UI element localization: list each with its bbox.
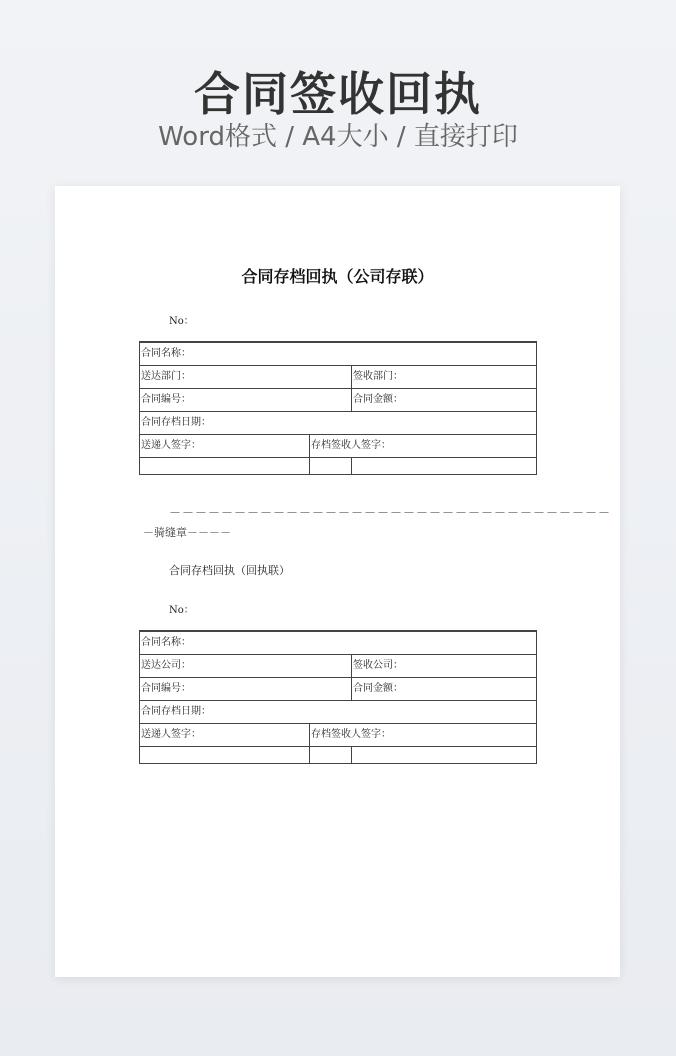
- company-copy-form: [139, 341, 537, 475]
- sender-signature-cell[interactable]: [140, 458, 310, 475]
- hero-title: 合同签收回执: [194, 67, 482, 121]
- send-company-field[interactable]: 送达公司：: [140, 655, 352, 678]
- archive-date-field[interactable]: 合同存档日期：: [140, 412, 537, 435]
- sender-signature-cell-2[interactable]: [140, 747, 310, 764]
- blank-cell-2[interactable]: [310, 747, 352, 764]
- sign-company-field[interactable]: 签收公司：: [352, 655, 537, 678]
- contract-name-field-2[interactable]: 合同名称：: [140, 631, 537, 655]
- sign-department-field[interactable]: 签收部门：: [352, 366, 537, 389]
- seal-line-label: －骑缝章－－－－: [143, 526, 231, 539]
- sender-signature-label: 送递人签字：: [140, 435, 310, 458]
- archive-date-field-2[interactable]: 合同存档日期：: [140, 701, 537, 724]
- tear-divider: －－－－－－－－－－－－－－－－－－－－－－－－－－－－－－－－－－: [169, 506, 612, 520]
- contract-number-field-2[interactable]: 合同编号：: [140, 678, 352, 701]
- blank-cell[interactable]: [310, 458, 352, 475]
- archiver-signature-label: 存档签收人签字：: [310, 435, 537, 458]
- contract-amount-field-2[interactable]: 合同金额：: [352, 678, 537, 701]
- document-page: [55, 186, 620, 977]
- receipt-copy-form: [139, 630, 537, 764]
- serial-number-label-2: No：: [169, 605, 194, 616]
- contract-number-field[interactable]: 合同编号：: [140, 389, 352, 412]
- receipt-copy-title: 合同存档回执（回执联）: [169, 564, 290, 577]
- archiver-signature-cell[interactable]: [352, 458, 537, 475]
- hero-subtitle: Word格式 / A4大小 / 直接打印: [158, 122, 518, 152]
- send-department-field[interactable]: 送达部门：: [140, 366, 352, 389]
- sender-signature-label-2: 送递人签字：: [140, 724, 310, 747]
- archiver-signature-label-2: 存档签收人签字：: [310, 724, 537, 747]
- document-title: 合同存档回执（公司存联）: [241, 267, 434, 286]
- contract-amount-field[interactable]: 合同金额：: [352, 389, 537, 412]
- serial-number-label: No：: [169, 316, 194, 327]
- archiver-signature-cell-2[interactable]: [352, 747, 537, 764]
- contract-name-field[interactable]: 合同名称：: [140, 342, 537, 366]
